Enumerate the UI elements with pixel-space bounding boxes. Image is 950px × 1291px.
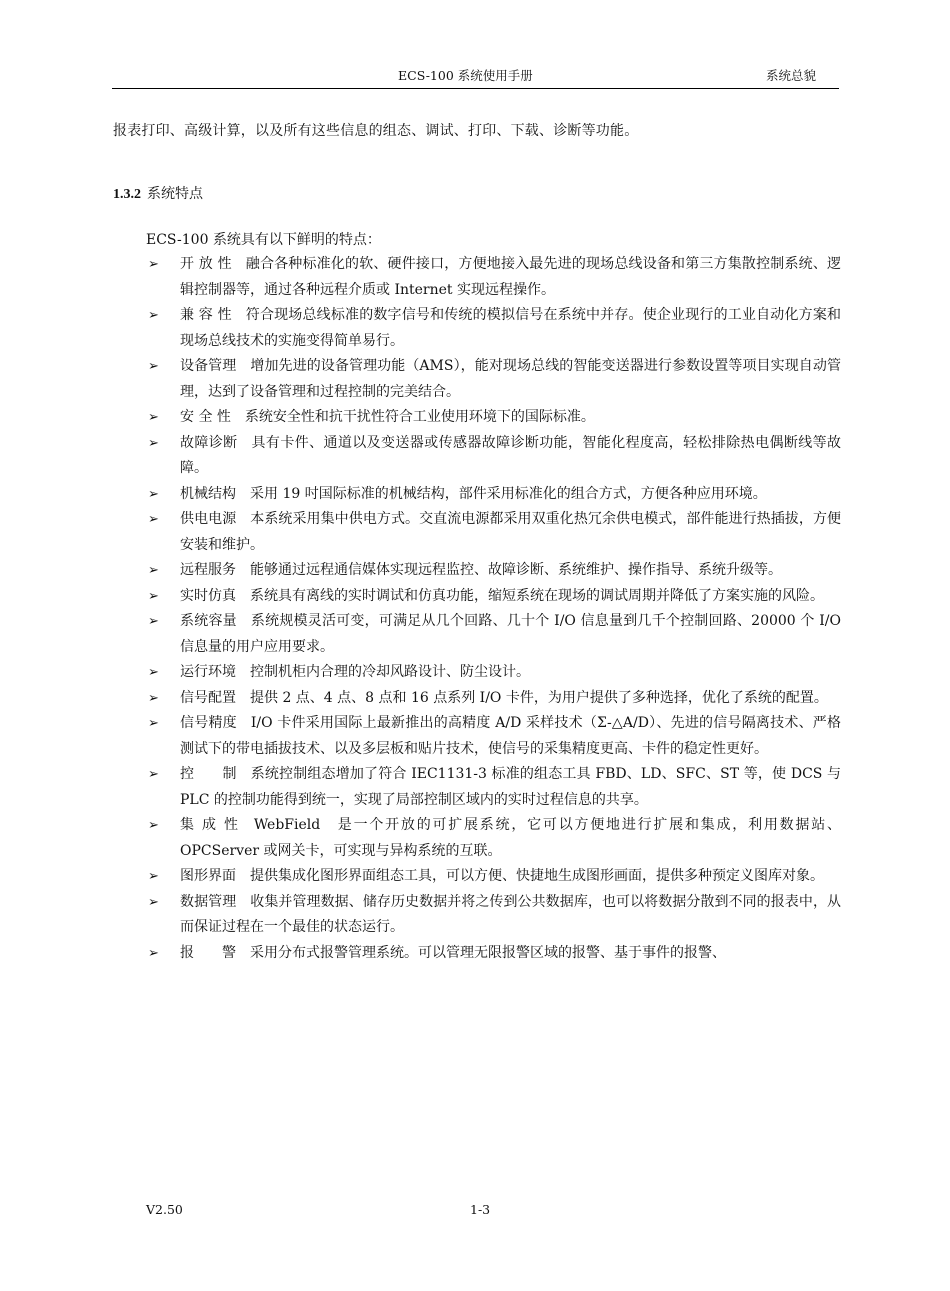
header-title: ECS-100 系统使用手册 [398,68,533,83]
feature-term: 报 警 [180,944,236,961]
feature-list [146,252,841,966]
feature-text: 本系统采用集中供电方式。交直流电源都采用双重化热冗余供电模式，部件能进行热插拔，方便安装和维护。 [180,511,842,553]
arrow-bullet-icon: ➢ [148,308,159,323]
feature-text: 具有卡件、通道以及变送器或传感器故障诊断功能，智能化程度高，轻松排除热电偶断线等故障。 [180,434,841,476]
feature-text: 增加先进的设备管理功能（AMS），能对现场总线的智能变送器进行参数设置等项目实现自动管理，达到了设备管理和过程控制的完美结合。 [180,358,841,400]
arrow-bullet-icon: ➢ [148,818,159,833]
lead-paragraph: ECS-100 系统具有以下鲜明的特点： [146,232,381,248]
feature-term: 机械结构 [180,485,236,502]
feature-term: 故障诊断 [180,434,238,451]
arrow-bullet-icon: ➢ [148,588,159,604]
list-item [146,558,841,584]
section-title: 系统特点 [147,186,203,202]
feature-term: 图形界面 [180,868,236,884]
feature-text: I/O 卡件采用国际上最新推出的高精度 A/D 采样技术（Σ-△A/D）、先进的信号隔离技术、严格测试下的带电插拔技术、以及多层板和贴片技术，使信号的采集精度更高、卡件的稳定性更好。 [180,715,842,757]
footer-page-number: 1-3 [470,1202,491,1217]
arrow-bullet-icon: ➢ [148,359,159,374]
feature-term: 兼 容 性 [180,307,232,323]
feature-term: 信号配置 [180,689,236,706]
list-item [146,354,841,405]
feature-text: 系统具有离线的实时调试和仿真功能，缩短系统在现场的调试周期并降低了方案实施的风险。 [250,587,824,604]
feature-term: 实时仿真 [180,587,236,604]
list-item [146,609,841,660]
feature-text: 采用 19 吋国际标准的机械结构，部件采用标准化的组合方式，方便各种应用环境。 [250,485,767,502]
list-item [146,864,841,890]
feature-term: 供电电源 [180,511,237,527]
feature-text: 采用分布式报警管理系统。可以管理无限报警区域的报警、基于事件的报警、 [250,944,726,961]
feature-term: 设备管理 [180,358,237,374]
arrow-bullet-icon: ➢ [148,894,159,910]
header-section-name: 系统总貌 [766,68,817,83]
feature-term: 信号精度 [180,715,237,731]
feature-term: 开 放 性 [180,256,232,272]
feature-term: 集 成 性 [180,817,240,833]
feature-text: 收集并管理数据、储存历史数据并将之传到公共数据库，也可以将数据分散到不同的报表中，从而保证过程在一个最佳的状态运行。 [180,893,842,935]
feature-term: 系统容量 [180,613,237,629]
arrow-bullet-icon: ➢ [148,767,159,782]
list-item [146,890,841,941]
list-item [146,584,841,610]
list-item [146,405,841,431]
feature-text: 系统控制组态增加了符合 IEC1131-3 标准的组态工具 FBD、LD、SFC、ST 等，使 DCS 与 PLC 的控制功能得到统一，实现了局部控制区域内的实时过程信息的共享。 [180,766,841,808]
feature-text: WebField 是一个开放的可扩展系统，它可以方便地进行扩展和集成，利用数据站、OPCServer 或网关卡，可实现与异构系统的互联。 [180,817,841,859]
list-item [146,431,841,482]
arrow-bullet-icon: ➢ [148,512,159,527]
arrow-bullet-icon: ➢ [148,869,159,884]
feature-term: 运行环境 [180,664,236,680]
feature-text: 提供 2 点、4 点、8 点和 16 点系列 I/O 卡件，为用户提供了多种选择，优化了系统的配置。 [250,689,828,706]
arrow-bullet-icon: ➢ [148,690,159,706]
arrow-bullet-icon: ➢ [148,665,159,680]
list-item [146,686,841,712]
list-item [146,711,841,762]
list-item [146,303,841,354]
arrow-bullet-icon: ➢ [148,716,159,731]
feature-term: 安 全 性 [180,409,231,425]
list-item [146,507,841,558]
feature-term: 远程服务 [180,562,236,578]
arrow-bullet-icon: ➢ [148,563,159,578]
section-number: 1.3.2 [113,187,141,202]
arrow-bullet-icon: ➢ [148,614,159,629]
footer-version: V2.50 [146,1202,183,1217]
list-item [146,482,841,508]
feature-text: 系统规模灵活可变，可满足从几个回路、几十个 I/O 信息量到几千个控制回路、20000 个 I/O 信息量的用户应用要求。 [180,613,842,655]
list-item [146,762,841,813]
feature-text: 控制机柜内合理的冷却风路设计、防尘设计。 [250,664,530,680]
list-item [146,813,841,864]
list-item [146,660,841,686]
list-item [146,252,841,303]
feature-term: 数据管理 [180,893,237,910]
intro-line: 报表打印、高级计算，以及所有这些信息的组态、调试、打印、下载、诊断等功能。 [113,123,639,139]
arrow-bullet-icon: ➢ [148,257,159,272]
feature-term: 控 制 [180,766,237,782]
feature-text: 系统安全性和抗干扰性符合工业使用环境下的国际标准。 [244,409,595,425]
header-rule [112,88,839,89]
section-heading [113,183,203,203]
arrow-bullet-icon: ➢ [148,945,159,961]
arrow-bullet-icon: ➢ [148,410,159,425]
list-item [146,941,841,967]
arrow-bullet-icon: ➢ [148,486,159,502]
feature-text: 融合各种标准化的软、硬件接口，方便地接入最先进的现场总线设备和第三方集散控制系统、逻辑控制器等，通过各种远程介质或 Internet 实现远程操作。 [180,256,841,298]
feature-text: 提供集成化图形界面组态工具，可以方便、快捷地生成图形画面，提供多种预定义图库对象。 [250,868,824,884]
feature-text: 符合现场总线标准的数字信号和传统的模拟信号在系统中并存。使企业现行的工业自动化方案和现场总线技术的实施变得简单易行。 [180,307,841,349]
feature-text: 能够通过远程通信媒体实现远程监控、故障诊断、系统维护、操作指导、系统升级等。 [250,562,782,578]
arrow-bullet-icon: ➢ [148,435,159,451]
